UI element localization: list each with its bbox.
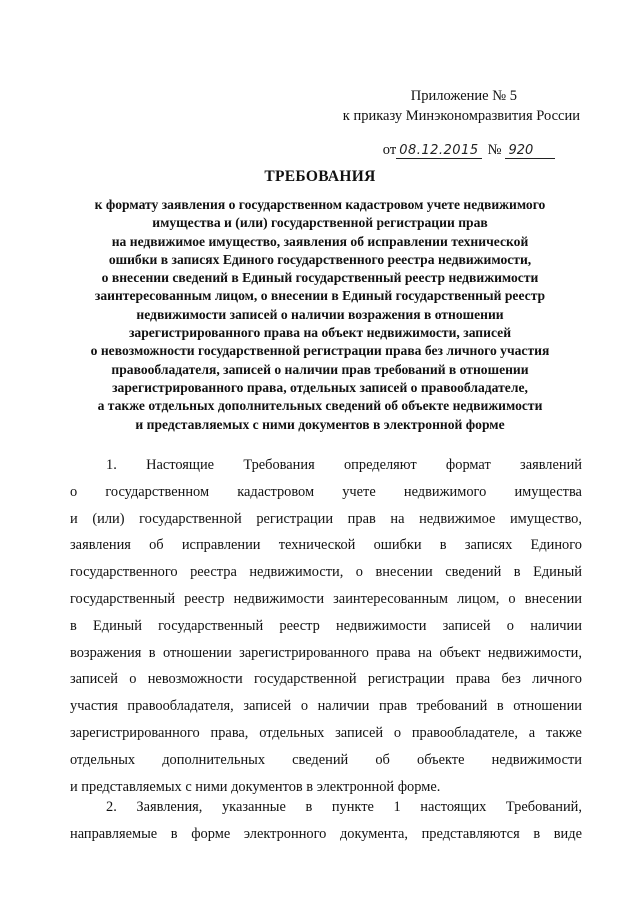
document-subtitle [60,196,580,434]
word: реестр [184,590,225,607]
word: ошибки [373,537,422,554]
word: регистрации [367,671,445,688]
word: исправлении [181,537,261,554]
word: направляемые [70,825,158,842]
word: форме [191,825,231,842]
from-label: от [382,142,397,158]
word: возражения [70,644,142,661]
paragraph-1 [70,452,582,800]
word: а [528,724,536,741]
word: дополнительных [162,751,266,768]
word: внесении [375,564,433,581]
word: записей [442,617,491,634]
word: настоящих [420,799,487,815]
subtitle-line: заинтересованным лицом, о внесении в Единый государственный реестр [94,288,546,304]
word: государственный [158,617,264,634]
word: пункте [331,799,374,815]
word: Требования [243,457,315,473]
word: отдельных [259,724,325,741]
word: Единый [533,564,582,581]
text-line [70,640,582,667]
word: недвижимости [336,617,427,634]
paragraph-2 [70,794,582,848]
word: и представляемых с ними документов в электронной форме. [70,778,441,795]
word: недвижимого [403,483,487,500]
word: личного [532,671,582,688]
word: прав [347,510,376,527]
subtitle-line: а также отдельных дополнительных сведений об объекте недвижимости [97,398,543,414]
word: наличии [317,698,370,715]
word: реестр [279,617,320,634]
word: правообладателя, [127,698,234,715]
word: в [170,825,178,842]
word: электронного [243,825,327,842]
word: лицом, [457,590,500,607]
word: учете [342,483,376,500]
word: недвижимости [491,751,582,768]
word: государственном [105,483,210,500]
word: недвижимости [233,590,325,607]
subtitle-line: о внесении сведений в Единый государственный реестр недвижимости [101,270,539,286]
word: регистрации [256,510,334,527]
handwritten-number: 920 [505,144,555,159]
subtitle-line: ошибки в записях Единого государственного реестра недвижимости, [108,251,532,267]
word: записях [464,537,513,554]
word: зарегистрированного [239,644,369,661]
number-sign: № [487,142,502,158]
word: государственной [254,671,357,688]
word: Требований, [505,799,582,815]
word: отдельных [70,751,136,768]
text-line [70,506,582,533]
word: государственный [70,590,176,607]
word: в [496,698,504,715]
text-line [70,452,582,479]
word: о [129,671,137,688]
word: также [545,724,582,741]
word: о [300,698,309,715]
text-line [70,821,582,848]
word: в [305,799,313,815]
word: о [355,564,363,581]
word: записей [335,724,384,741]
document-title: ТРЕБОВАНИЯ [264,168,376,185]
word: реестра [190,564,237,581]
word: Заявления, [136,799,203,815]
word: недвижимое [419,510,496,527]
text-line [70,693,582,720]
word: имущество, [509,510,582,527]
subtitle-line: имущества и (или) государственной регистрации прав [152,215,488,231]
word: государственной [139,510,242,527]
word: в [533,825,541,842]
word: о [508,590,516,607]
word: записей [243,698,292,715]
word: представляются [421,825,520,842]
word: имущества [514,483,582,500]
word: (или) [92,510,125,527]
word: на [417,644,433,661]
word: формат [445,457,491,473]
subtitle-line: к формату заявления о государственном кадастровом учете недвижимого [94,197,546,212]
order-date-number [343,140,580,160]
word: недвижимости, [249,564,344,581]
subtitle-line: и представляемых с ними документов в электронной форме [135,416,505,432]
word: права [376,644,411,661]
word: кадастровом [237,483,315,500]
word: недвижимости, [487,644,582,661]
appendix-label: Приложение № 5 [410,88,517,104]
word: Единый [93,617,142,634]
word: права [455,671,491,688]
word: виде [553,825,582,842]
word: 2. [106,799,117,815]
word: заинтересованным [333,590,448,607]
word: об [375,751,390,768]
word: отношении [513,698,582,715]
subtitle-line: недвижимости записей о наличии возражения в отношении [136,306,504,322]
word: об [149,537,164,554]
word: в [439,537,447,554]
word: и [70,510,78,527]
word: требований [416,698,488,715]
word: наличии [530,617,582,634]
word: без [501,671,521,688]
word: в [70,617,77,634]
word: объекте [417,751,465,768]
subtitle-line: зарегистрированного права на объект недвижимости, записей [128,325,512,341]
text-line [70,666,582,693]
text-line [70,559,582,586]
word: невозможности [147,671,243,688]
subtitle-line: зарегистрированного права, отдельных записей о правообладателе, [112,379,528,395]
word: сведений [292,751,349,768]
word: в [513,564,521,581]
text-line [70,479,582,506]
text-line [70,794,582,821]
word: в [148,644,156,661]
word: права, [210,724,249,741]
text-line [70,586,582,613]
word: заявлений [520,457,582,473]
word: государственного [70,564,178,581]
word: Настоящие [146,457,215,473]
order-reference: к приказу Минэкономразвития России [342,108,580,124]
word: объект [439,644,481,661]
word: 1 [393,799,401,815]
word: отношении [162,644,232,661]
subtitle-line: правообладателя, записей о наличии прав требований в отношении [111,361,529,377]
handwritten-date: 08.12.2015 [396,144,481,159]
word: правообладателе, [411,724,518,741]
word: о [70,483,78,500]
subtitle-line: о невозможности государственной регистрации права без личного участия [90,343,550,359]
word: заявления [70,537,131,554]
word: о [506,617,514,634]
text-line [70,720,582,747]
word: определяют [343,457,417,473]
word: внесении [524,590,582,607]
word: прав [378,698,408,715]
word: документа, [339,825,408,842]
word: сведений [445,564,502,581]
word: Единого [530,537,582,554]
word: участия [70,698,118,715]
word: 1. [106,457,117,473]
text-line [70,613,582,640]
word: технической [278,537,356,554]
text-line [70,747,582,774]
word: зарегистрированного [70,724,200,741]
word: о [393,724,402,741]
text-line [70,532,582,559]
appendix-header [343,86,580,160]
word: записей [70,671,118,688]
word: указанные [221,799,286,815]
word: на [390,510,405,527]
subtitle-line: на недвижимое имущество, заявления об исправлении технической [111,233,529,249]
